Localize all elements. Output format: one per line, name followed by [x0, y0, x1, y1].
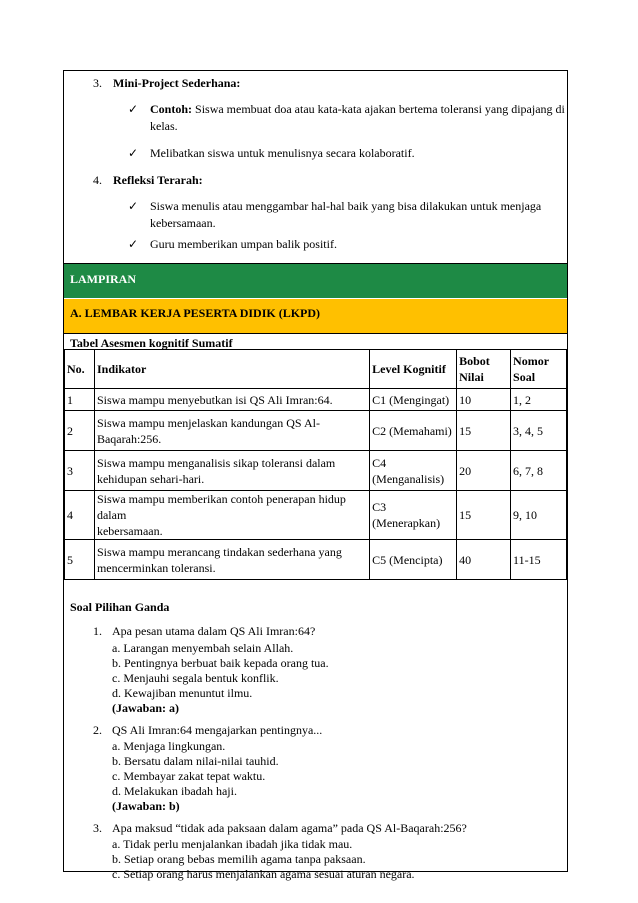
check-text: Guru memberikan umpan balik positif. [150, 237, 337, 251]
cell-line: mencerminkan toleransi. [96, 560, 216, 575]
header-bobot-line: Bobot [459, 354, 490, 368]
check-line-continued: kebersamaan. [150, 216, 216, 230]
option: b. Bersatu dalam nilai-nilai tauhid. [112, 754, 279, 768]
table-title: Tabel Asesmen kognitif Sumatif [70, 336, 233, 350]
question-text: Apa maksud “tidak ada paksaan dalam agama” pada QS Al-Baqarah:256? [112, 821, 467, 835]
item-number: 3. [93, 76, 102, 90]
check-item [128, 102, 138, 117]
header-nomor-line: Soal [513, 370, 536, 384]
assessment-table [64, 349, 567, 580]
check-item [128, 237, 138, 252]
cell-no: 5 [65, 540, 95, 580]
cell-bobot: 15 [457, 491, 511, 540]
check-mark-icon: ✓ [128, 102, 139, 116]
cell-no: 1 [65, 389, 95, 411]
cell-indikator [94, 411, 369, 451]
cell-line: C2 (Memahami) [372, 423, 452, 438]
cell-indikator [94, 540, 369, 580]
cell-level [370, 540, 457, 580]
question-number: 1. [93, 624, 102, 638]
check-mark-icon: ✓ [128, 146, 139, 160]
check-mark-icon: ✓ [128, 199, 139, 213]
answer: (Jawaban: a) [112, 701, 180, 715]
question-number: 2. [93, 723, 102, 737]
check-mark-icon: ✓ [128, 237, 139, 251]
lkpd-label: A. LEMBAR KERJA PESERTA DIDIK (LKPD) [70, 306, 321, 320]
table-header-row [65, 350, 567, 389]
item-title: Mini-Project Sederhana: [113, 76, 241, 90]
header-nomor-line: Nomor [513, 354, 550, 368]
check-item [128, 146, 138, 161]
cell-level [370, 411, 457, 451]
cell-indikator [94, 389, 369, 411]
check-line: Siswa membuat doa atau kata-kata ajakan bertema toleransi yang dipajang di [192, 102, 565, 116]
option: c. Membayar zakat tepat waktu. [112, 769, 266, 783]
cell-line: kehidupan sehari-hari. [96, 471, 205, 486]
cell-level [370, 451, 457, 491]
cell-line: C4 [372, 455, 387, 470]
check-text [150, 102, 565, 117]
header-nomor [511, 350, 567, 389]
cell-nomor: 1, 2 [511, 389, 567, 411]
cell-line: Baqarah:256. [96, 431, 162, 446]
question-text: QS Ali Imran:64 mengajarkan pentingnya... [112, 723, 323, 737]
check-bold-label: Contoh: [150, 102, 193, 116]
table-row [65, 411, 567, 451]
header-bobot-line: Nilai [459, 370, 484, 384]
table-row [65, 540, 567, 580]
cell-no: 4 [65, 491, 95, 540]
check-item [128, 199, 138, 214]
cell-level [370, 389, 457, 411]
cell-nomor: 6, 7, 8 [511, 451, 567, 491]
cell-nomor: 11-15 [511, 540, 567, 580]
cell-line: (Menganalisis) [372, 471, 445, 486]
cell-bobot: 10 [457, 389, 511, 411]
header-bobot [457, 350, 511, 389]
check-line-continued: kelas. [150, 119, 178, 133]
table-row [65, 491, 567, 540]
divider [64, 333, 567, 334]
cell-line: C5 (Mencipta) [372, 552, 443, 567]
cell-indikator [94, 491, 369, 540]
option: a. Tidak perlu menjalankan ibadah jika tidak mau. [112, 837, 353, 851]
cell-bobot: 40 [457, 540, 511, 580]
cell-bobot: 15 [457, 411, 511, 451]
question-number: 3. [93, 821, 102, 835]
item-title: Refleksi Terarah: [113, 173, 203, 187]
cell-nomor: 9, 10 [511, 491, 567, 540]
option: c. Setiap orang harus menjalankan agama sesuai aturan negara. [112, 867, 415, 881]
cell-line: Siswa mampu merancang tindakan sederhana yang [96, 544, 342, 559]
header-level: Level Kognitif [370, 350, 457, 389]
header-indikator: Indikator [94, 350, 369, 389]
cell-line: C1 (Mengingat) [372, 392, 450, 407]
option: b. Pentingnya berbuat baik kepada orang tua. [112, 656, 329, 670]
soal-title: Soal Pilihan Ganda [70, 600, 170, 614]
item-3 [93, 76, 240, 91]
item-number: 4. [93, 173, 102, 187]
item-4 [93, 173, 203, 188]
cell-line: Siswa mampu memberikan contoh penerapan hidup dalam [96, 492, 346, 522]
check-text: Melibatkan siswa untuk menulisnya secara kolaboratif. [150, 146, 415, 160]
table-row [65, 389, 567, 411]
answer: (Jawaban: b) [112, 799, 180, 813]
cell-no: 3 [65, 451, 95, 491]
cell-line: Siswa mampu menganalisis sikap toleransi dalam [96, 455, 336, 470]
option: a. Larangan menyembah selain Allah. [112, 641, 294, 655]
cell-line: kebersamaan. [96, 524, 163, 538]
option: b. Setiap orang bebas memilih agama tanpa paksaan. [112, 852, 366, 866]
cell-indikator [94, 451, 369, 491]
option: a. Menjaga lingkungan. [112, 739, 226, 753]
option: d. Kewajiban menuntut ilmu. [112, 686, 253, 700]
check-text: Siswa menulis atau menggambar hal-hal baik yang bisa dilakukan untuk menjaga [150, 199, 542, 213]
cell-line: Siswa mampu menjelaskan kandungan QS Al- [96, 415, 320, 430]
cell-level [370, 491, 457, 540]
cell-bobot: 20 [457, 451, 511, 491]
cell-no: 2 [65, 411, 95, 451]
option: c. Menjauhi segala bentuk konflik. [112, 671, 279, 685]
table-row [65, 451, 567, 491]
cell-nomor: 3, 4, 5 [511, 411, 567, 451]
header-no: No. [65, 350, 95, 389]
option-cut [112, 858, 415, 881]
question-text: Apa pesan utama dalam QS Ali Imran:64? [112, 624, 316, 638]
option: d. Melakukan ibadah haji. [112, 784, 237, 798]
cell-line: Siswa mampu menyebutkan isi QS Ali Imran:64. [96, 392, 333, 407]
lampiran-label: LAMPIRAN [70, 272, 136, 286]
document-frame [63, 70, 568, 881]
lampiran-band [64, 264, 567, 298]
cell-line: C3 (Menerapkan) [372, 500, 441, 530]
